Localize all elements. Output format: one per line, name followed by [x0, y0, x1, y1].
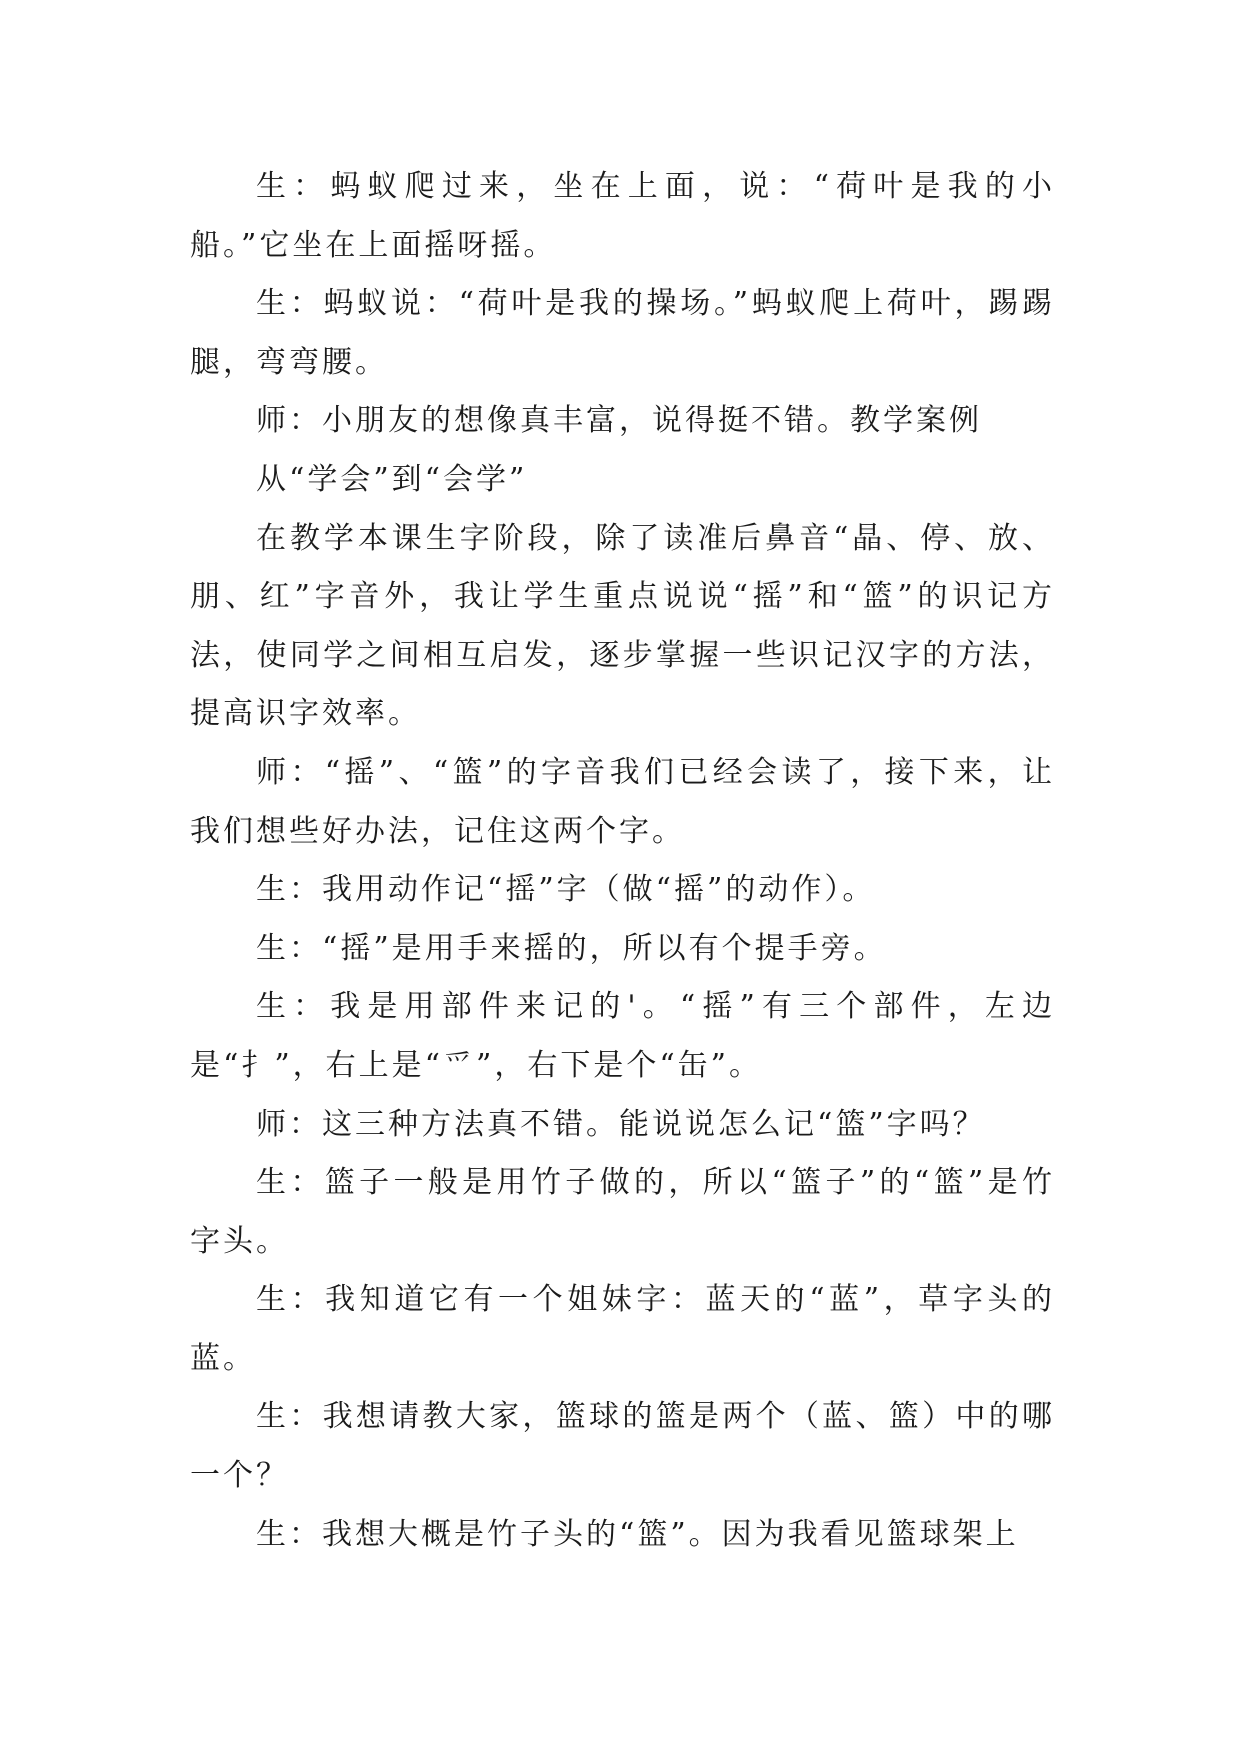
paragraph: 在教学本课生字阶段，除了读准后鼻音“晶、停、放、朋、红”字音外，我让学生重点说说“摇”和“篮”的识记方法，使同学之间相互启发，逐步掌握一些识记汉字的方法，提高识字效率。: [190, 520, 1055, 732]
paragraph: 生：篮子一般是用竹子做的，所以“篮子”的“篮”是竹字头。: [190, 1165, 1055, 1259]
paragraph: 生：“摇”是用手来摇的，所以有个提手旁。: [256, 930, 887, 966]
paragraph: 生：我想大概是竹子头的“篮”。因为我看见篮球架上: [256, 1516, 1019, 1552]
paragraph: 生：我知道它有一个姐妹字：蓝天的“蓝”，草字头的蓝。: [190, 1282, 1055, 1376]
paragraph: 师：小朋友的想像真丰富，说得挺不错。教学案例: [256, 403, 982, 439]
paragraph: 生：蚂蚁爬过来，坐在上面，说：“荷叶是我的小船。”它坐在上面摇呀摇。: [190, 169, 1055, 263]
paragraph: 生：蚂蚁说：“荷叶是我的操场。”蚂蚁爬上荷叶，踢踢腿，弯弯腰。: [190, 286, 1055, 380]
paragraph: 生：我用动作记“摇”字（做“摇”的动作）。: [256, 872, 876, 908]
paragraph: 师：这三种方法真不错。能说说怎么记“篮”字吗？: [256, 1106, 986, 1142]
paragraph: 生：我是用部件来记的'。“摇”有三个部件，左边是“扌”，右上是“爫”，右下是个“缶”。: [190, 989, 1055, 1083]
section-heading: 从“学会”到“会学”: [256, 461, 528, 497]
paragraph: 生：我想请教大家，篮球的篮是两个（蓝、篮）中的哪一个？: [190, 1399, 1055, 1494]
paragraph: 师：“摇”、“篮”的字音我们已经会读了，接下来，让我们想些好办法，记住这两个字。: [190, 754, 1055, 849]
document-body: [190, 158, 1055, 1564]
